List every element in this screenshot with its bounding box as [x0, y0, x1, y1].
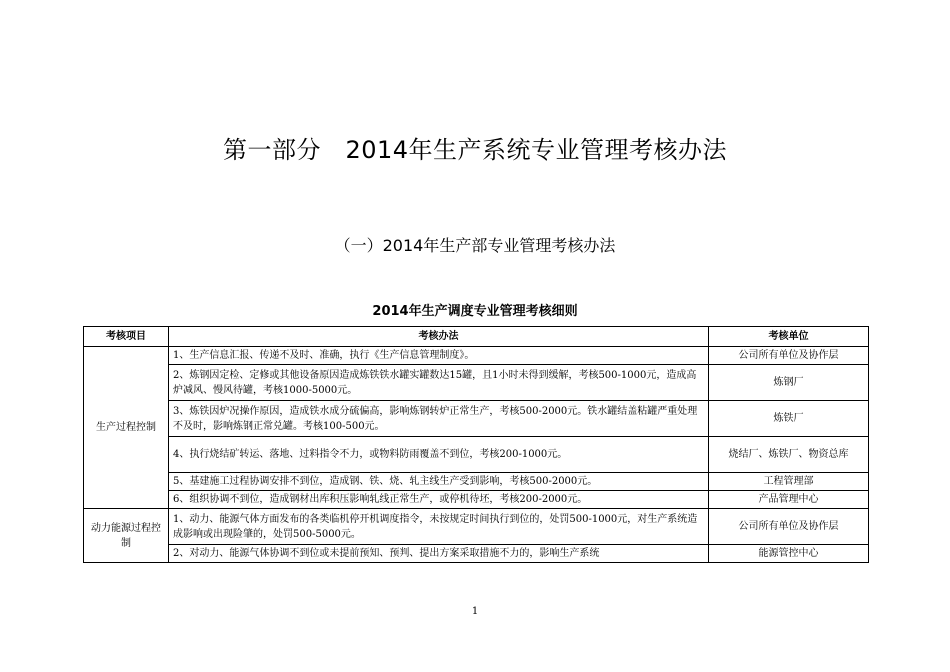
- table-row: [84, 401, 869, 437]
- method-cell: 3、炼铁因炉况操作原因，造成铁水成分硫偏高，影响炼钢转炉正常生产，考核500-2000元。铁水罐结盖粘罐严重处理不及时，影响炼钢正常兑罐。考核100-500元。: [169, 401, 709, 437]
- method-cell: 6、组织协调不到位，造成钢材出库积压影响轧线正常生产，或停机待坯，考核200-2000元。: [169, 491, 709, 509]
- unit-cell: 炼钢厂: [709, 365, 869, 401]
- method-cell: 2、炼钢因定检、定修或其他设备原因造成炼铁铁水罐实罐数达15罐，且1小时未得到缓解，考核500-1000元，造成高炉减风、慢风待罐，考核1000-5000元。: [169, 365, 709, 401]
- section-title: （一）2014年生产部专业管理考核办法: [334, 236, 616, 255]
- table-header-row: [84, 327, 869, 347]
- method-cell: 1、动力、能源气体方面发布的各类临机停开机调度指令，未按规定时间执行到位的，处罚500-1000元，对生产系统造成影响或出现险肇的，处罚500-5000元。: [169, 509, 709, 545]
- table-row: [84, 491, 869, 509]
- method-cell: 4、执行烧结矿转运、落地、过料指令不力，或物料防雨覆盖不到位，考核200-1000元。: [169, 437, 709, 473]
- unit-cell: 公司所有单位及协作层: [709, 347, 869, 365]
- table-row: [84, 347, 869, 365]
- method-cell: 1、生产信息汇报、传递不及时、准确，执行《生产信息管理制度》。: [169, 347, 709, 365]
- table-title: 2014年生产调度专业管理考核细则: [372, 304, 578, 319]
- page-number: 1: [471, 606, 479, 617]
- table-row: [84, 365, 869, 401]
- unit-cell: 能源管控中心: [709, 545, 869, 563]
- unit-cell: 工程管理部: [709, 473, 869, 491]
- item-cell: 动力能源过程控制: [84, 509, 169, 563]
- method-cell: 2、对动力、能源气体协调不到位或未提前预知、预判、提出方案采取措施不力的，影响生产系统: [169, 545, 709, 563]
- assessment-table: [83, 326, 869, 563]
- item-cell: 生产过程控制: [84, 347, 169, 509]
- header-unit: 考核单位: [709, 327, 869, 347]
- unit-cell: 公司所有单位及协作层: [709, 509, 869, 545]
- header-method: 考核办法: [169, 327, 709, 347]
- part-title: 第一部分 2014年生产系统专业管理考核办法: [222, 136, 728, 164]
- unit-cell: 烧结厂、炼铁厂、物资总库: [709, 437, 869, 473]
- table-row: [84, 545, 869, 563]
- method-cell: 5、基建施工过程协调安排不到位，造成钢、铁、烧、轧主线生产受到影响，考核500-2000元。: [169, 473, 709, 491]
- unit-cell: 产品管理中心: [709, 491, 869, 509]
- table-row: [84, 437, 869, 473]
- header-item: 考核项目: [84, 327, 169, 347]
- table-row: [84, 473, 869, 491]
- unit-cell: 炼铁厂: [709, 401, 869, 437]
- table-row: [84, 509, 869, 545]
